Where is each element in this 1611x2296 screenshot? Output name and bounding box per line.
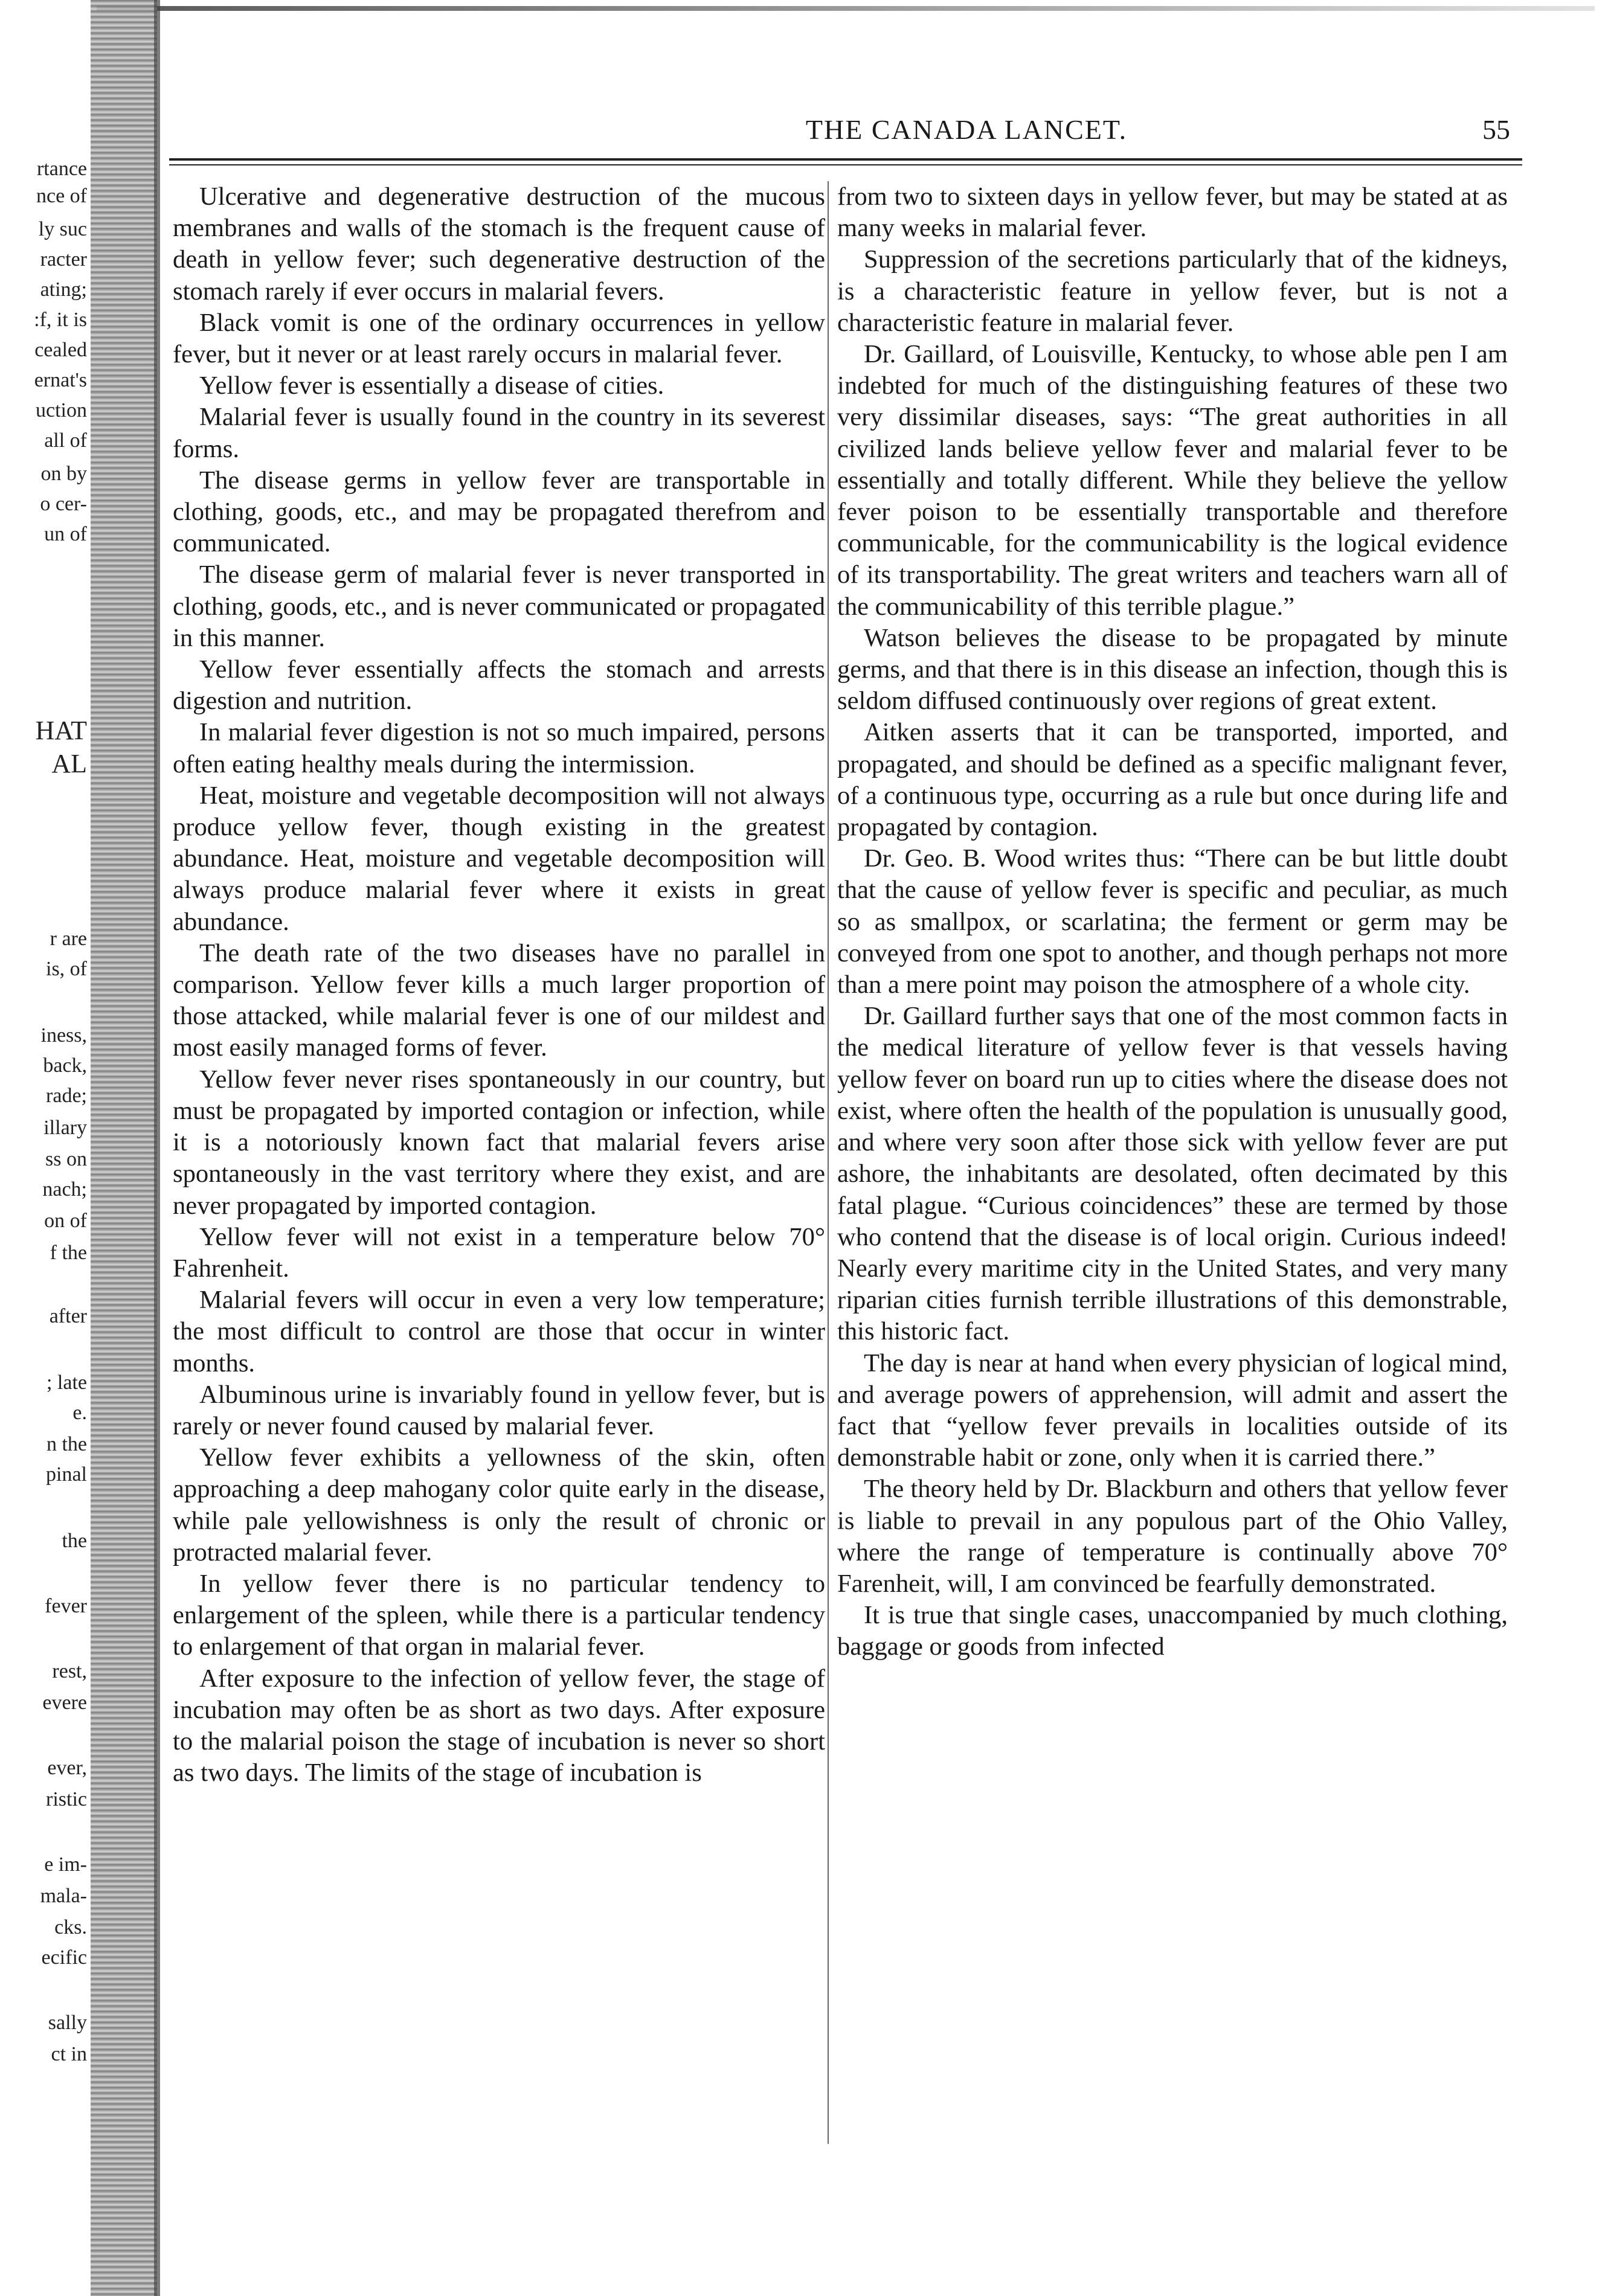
margin-fragment: after (49, 1305, 87, 1327)
paragraph: Yellow fever never rises spontaneously in our country, but must be propagated by imported contagion or infection, while it is a notoriously known fact that malarial fevers arise spontaneously in the vast territory where they exist, and are never propagated by imported contagion. (173, 1065, 825, 1220)
margin-fragment: r are (50, 928, 87, 950)
paragraph: The day is near at hand when every physician of logical mind, and average powers of apprehension, will admit and assert the fact that “yellow fever prevails in localities outside of its demonstrable habit or zone, only when it is carried there.” (837, 1348, 1508, 1472)
top-edge-rule (97, 6, 1595, 11)
margin-fragment: evere (42, 1692, 87, 1714)
margin-fragment: rade; (46, 1085, 87, 1107)
paragraph: from two to sixteen days in yellow fever, but may be stated at as many weeks in malarial fever. (837, 182, 1508, 243)
paragraph: Aitken asserts that it can be transported, imported, and propagated, and should be defined as a specific malignant fever, of a continuous type, occurring as a rule but once during life and propagated by contagion. (837, 718, 1508, 842)
margin-fragment: HAT (35, 716, 87, 745)
paragraph: Yellow fever essentially affects the stomach and arrests digestion and nutrition. (173, 655, 825, 716)
binding-edge-shadow (154, 0, 160, 2296)
page-number: 55 (1482, 114, 1510, 145)
paragraph: Yellow fever exhibits a yellowness of the skin, often approaching a deep mahogany color quite early in the disease, while pale yellowishness is only the result of chronic or protracted malarial fever. (173, 1443, 825, 1566)
paragraph: In malarial fever digestion is not so much impaired, persons often eating healthy meals during the intermission. (173, 718, 825, 778)
margin-fragment: ating; (40, 278, 87, 301)
paragraph: After exposure to the infection of yellow fever, the stage of incubation may often be as short as two days. After exposure to the malarial poison the stage of incubation is never so short as two days. The limits of the stage of incubation is (173, 1664, 825, 1788)
margin-fragment: rtance (36, 158, 87, 180)
paragraph: Malarial fever is usually found in the country in its severest forms. (173, 403, 825, 463)
margin-fragment: nach; (42, 1178, 87, 1201)
margin-fragment: back, (43, 1054, 87, 1077)
paragraph: The disease germs in yellow fever are transportable in clothing, goods, etc., and may be propagated therefrom and communicated. (173, 466, 825, 558)
paragraph: Malarial fevers will occur in even a very low temperature; the most difficult to control are those that occur in winter months. (173, 1286, 825, 1377)
margin-fragment: ct in (51, 2043, 87, 2065)
paragraph: Suppression of the secretions particularly that of the kidneys, is a characteristic feature in yellow fever, but is not a characteristic feature in malarial fever. (837, 245, 1508, 337)
margin-fragment: f the (50, 1242, 87, 1264)
margin-fragment: all of (44, 429, 87, 452)
margin-fragment: on by (40, 463, 87, 485)
margin-fragment: racter (40, 248, 87, 271)
margin-fragment: on of (44, 1210, 87, 1232)
paragraph: Watson believes the disease to be propagated by minute germs, and that there is in this disease an infection, though this is seldom diffused continuously over regions of great extent. (837, 623, 1508, 716)
margin-fragment: ss on (45, 1148, 87, 1170)
margin-fragment: ; late (46, 1371, 87, 1394)
margin-fragment: n the (46, 1433, 87, 1455)
paragraph: Ulcerative and degenerative destruction of the mucous membranes and walls of the stomach is the frequent cause of death in yellow fever; such degenerative destruction of the stomach rarely if ever occurs in malarial fevers. (173, 182, 825, 306)
paragraph: Yellow fever is essentially a disease of cities. (199, 371, 664, 400)
paragraph: Black vomit is one of the ordinary occurrences in yellow fever, but it never or at least rarely occurs in malarial fever. (173, 308, 825, 369)
margin-fragment: ristic (46, 1788, 87, 1810)
margin-fragment: rest, (52, 1660, 87, 1682)
paragraph: Dr. Gaillard further says that one of the most common facts in the medical literature of yellow fever is that vessels having yellow fever on board run up to cities where the disease does not exist, where often the health of the population is unusually good, and where very soon after those sick with yellow fever are put ashore, the inhabitants are desolated, often decimated by this fatal plague. “Curious coincidences” these are termed by those who contend that the disease is of local origin. Curious indeed! Nearly every maritime city in the United States, and very many riparian cities furnish terrible illustrations of this demonstrable, this historic fact. (837, 1002, 1508, 1346)
margin-fragment: nce of (36, 185, 87, 207)
margin-fragment: un of (44, 523, 87, 545)
paragraph: The theory held by Dr. Blackburn and others that yellow fever is liable to prevail in any populous part of the Ohio Valley, where the range of temperature is continually above 70° Farenheit, will, I am convinced be fearfully demonstrated. (837, 1475, 1508, 1598)
margin-fragment: e. (72, 1402, 87, 1424)
margin-fragment: pinal (46, 1463, 87, 1486)
book-binding-gutter (91, 0, 157, 2296)
margin-fragment: is, of (46, 958, 87, 980)
header-rule (169, 158, 1522, 161)
margin-fragment: the (62, 1530, 87, 1552)
margin-fragment: sally (48, 2012, 87, 2034)
paragraph: Dr. Geo. B. Wood writes thus: “There can be but little doubt that the cause of yellow fever is specific and peculiar, as much so as smallpox, or scarlatina; the ferment or germ may be conveyed from one spot to another, and though perhaps not more than a mere point may poison the atmosphere of a whole city. (837, 844, 1508, 999)
left-column (173, 181, 825, 2222)
paragraph: Dr. Gaillard, of Louisville, Kentucky, to whose able pen I am indebted for much of the distinguishing features of these two very dissimilar diseases, says: “The great authorities in all civilized lands believe yellow fever and malarial fever to be essentially and totally different. While they believe the yellow fever poison to be essentially transportable and therefore communicable, for the communicability is the logical evidence of its transportability. The great writers and teachers warn all of the communicability of this terrible plague.” (837, 340, 1508, 621)
previous-page-margin (0, 157, 89, 2065)
margin-fragment: e im- (44, 1853, 87, 1876)
paragraph: Albuminous urine is invariably found in yellow fever, but is rarely or never found caused by malarial fever. (173, 1380, 825, 1440)
margin-fragment: ever, (47, 1757, 87, 1779)
paragraph: The disease germ of malarial fever is never transported in clothing, goods, etc., and is never communicated or propagated in this manner. (173, 560, 825, 652)
margin-fragment: illary (43, 1117, 87, 1139)
margin-fragment: ernat's (34, 369, 87, 391)
journal-title: THE CANADA LANCET. (805, 114, 1128, 145)
paragraph: The death rate of the two diseases have no parallel in comparison. Yellow fever kills a much larger proportion of those attacked, while malarial fever is one of our mildest and most easily managed forms of fever. (173, 938, 825, 1062)
margin-fragment: iness, (40, 1024, 87, 1047)
paragraph: It is true that single cases, unaccompanied by much clothing, baggage or goods from infected (837, 1601, 1508, 1661)
margin-fragment: cealed (34, 339, 87, 361)
margin-fragment: o cer- (40, 493, 87, 515)
margin-fragment: :f, it is (34, 309, 87, 331)
column-divider (828, 181, 829, 2144)
margin-fragment: uction (36, 399, 87, 422)
margin-fragment: mala- (40, 1885, 87, 1907)
paragraph: Yellow fever will not exist in a temperature below 70° Fahrenheit. (173, 1222, 825, 1283)
margin-fragment: ecific (41, 1946, 87, 1969)
header-rule-thin (169, 164, 1522, 165)
margin-fragment: AL (51, 749, 87, 778)
margin-fragment: ly suc (38, 218, 87, 240)
margin-fragment: fever (45, 1595, 87, 1617)
margin-fragment: cks. (54, 1916, 87, 1938)
right-column (837, 181, 1508, 2222)
paragraph: Heat, moisture and vegetable decomposition will not always produce yellow fever, though existing in the greatest abundance. Heat, moisture and vegetable decomposition will always produce malarial fever where it exists in great abundance. (173, 781, 825, 936)
paragraph: In yellow fever there is no particular tendency to enlargement of the spleen, while there is a particular tendency to enlargement of that organ in malarial fever. (173, 1569, 825, 1661)
running-head (181, 114, 1510, 156)
